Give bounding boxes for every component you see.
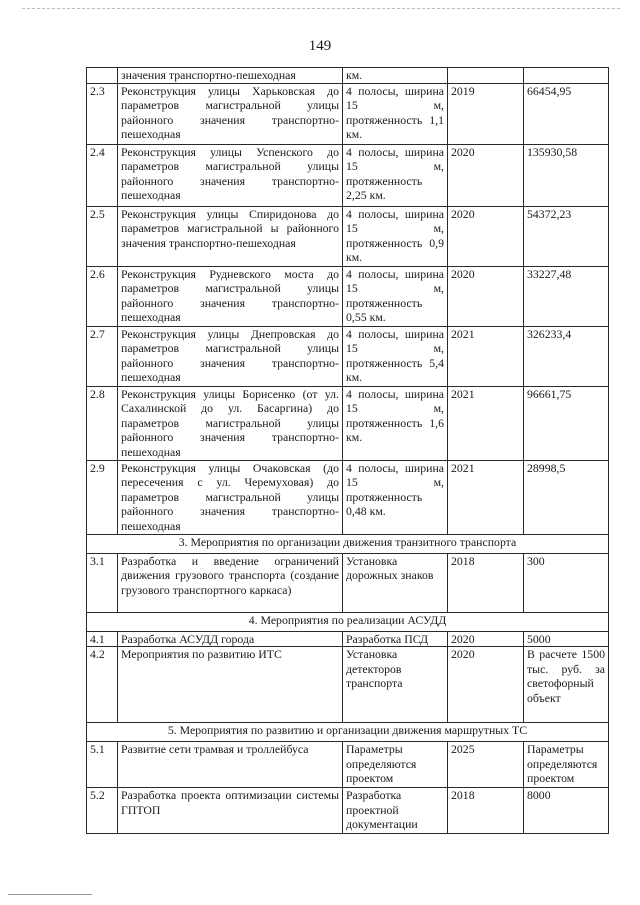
table-row <box>87 788 609 834</box>
measure-name-cell: Реконструкция улицы Успенского до параметров магистральной улицы районного значения транспортно-пешеходная <box>118 144 343 206</box>
measure-name-cell: Разработка АСУДД города <box>118 631 343 647</box>
row-number-cell <box>87 68 118 84</box>
cost-cell: В расчете 1500 тыс. руб. за светофорный объект <box>524 647 609 723</box>
measure-name-cell: Реконструкция улицы Спиридонова до параметров магистральной ы районного значения транспортно-пешеходная <box>118 206 343 266</box>
measure-name-cell: Реконструкция улицы Харьковская до параметров магистральной улицы районного значения транспортно-пешеходная <box>118 83 343 144</box>
year-cell: 2020 <box>448 631 524 647</box>
cost-cell: 33227,48 <box>524 266 609 326</box>
table-row <box>87 83 609 144</box>
section-header-row <box>87 534 609 553</box>
row-number-cell: 4.2 <box>87 647 118 723</box>
table-row <box>87 206 609 266</box>
cost-cell: 28998,5 <box>524 460 609 534</box>
year-cell: 2020 <box>448 647 524 723</box>
parameters-cell: Установка дорожных знаков <box>343 553 448 612</box>
parameters-cell: км. <box>343 68 448 84</box>
cost-cell: 8000 <box>524 788 609 834</box>
year-cell: 2018 <box>448 788 524 834</box>
row-number-cell: 2.6 <box>87 266 118 326</box>
measure-name-cell: значения транспортно-пешеходная <box>118 68 343 84</box>
measures-table <box>86 67 609 834</box>
top-scan-rule <box>22 8 620 9</box>
cost-cell: 54372,23 <box>524 206 609 266</box>
table-row <box>87 631 609 647</box>
measure-name-cell: Мероприятия по развитию ИТС <box>118 647 343 723</box>
cost-cell: 66454,95 <box>524 83 609 144</box>
parameters-cell: Разработка ПСД <box>343 631 448 647</box>
row-number-cell: 2.7 <box>87 326 118 386</box>
row-number-cell: 2.4 <box>87 144 118 206</box>
section-header-row <box>87 612 609 631</box>
measure-name-cell: Развитие сети трамвая и троллейбуса <box>118 742 343 788</box>
parameters-cell: Разработка проектной документации <box>343 788 448 834</box>
page-number: 149 <box>308 38 332 54</box>
row-number-cell: 2.3 <box>87 83 118 144</box>
row-number-cell: 5.2 <box>87 788 118 834</box>
measure-name-cell: Реконструкция улицы Очаковская (до пересечения с ул. Черемуховая) до параметров магистральной улицы районного значения транспортно-пешеходная <box>118 460 343 534</box>
year-cell: 2018 <box>448 553 524 612</box>
table-row <box>87 742 609 788</box>
parameters-cell: Установка детекторов транспорта <box>343 647 448 723</box>
parameters-cell: 4 полосы, ширина 15 м, протяженность 0,48 км. <box>343 460 448 534</box>
table-row <box>87 553 609 612</box>
table-row <box>87 68 609 84</box>
table-row <box>87 647 609 723</box>
table-row <box>87 266 609 326</box>
section-5-title: 5. Мероприятия по развитию и организации движения маршрутных ТС <box>87 723 609 742</box>
year-cell: 2020 <box>448 206 524 266</box>
parameters-cell: 4 полосы, ширина 15 м, протяженность 5,4 км. <box>343 326 448 386</box>
bottom-rule <box>8 894 92 895</box>
year-cell: 2020 <box>448 266 524 326</box>
year-cell: 2025 <box>448 742 524 788</box>
measure-name-cell: Разработка проекта оптимизации системы ГПТОП <box>118 788 343 834</box>
year-cell <box>448 68 524 84</box>
parameters-cell: 4 полосы, ширина 15 м, протяженность 1,6 км. <box>343 386 448 460</box>
year-cell: 2021 <box>448 460 524 534</box>
section-4-title: 4. Мероприятия по реализации АСУДД <box>87 612 609 631</box>
row-number-cell: 3.1 <box>87 553 118 612</box>
row-number-cell: 2.8 <box>87 386 118 460</box>
table-row <box>87 144 609 206</box>
parameters-cell: 4 полосы, ширина 15 м, протяженность 0,9 км. <box>343 206 448 266</box>
cost-cell <box>524 68 609 84</box>
parameters-cell: Параметры определяются проектом <box>343 742 448 788</box>
row-number-cell: 2.9 <box>87 460 118 534</box>
row-number-cell: 2.5 <box>87 206 118 266</box>
section-3-title: 3. Мероприятия по организации движения транзитного транспорта <box>87 534 609 553</box>
table-row <box>87 326 609 386</box>
parameters-cell: 4 полосы, ширина 15 м, протяженность 2,25 км. <box>343 144 448 206</box>
parameters-cell: 4 полосы, ширина 15 м, протяженность 1,1 км. <box>343 83 448 144</box>
measure-name-cell: Реконструкция Рудневского моста до параметров магистральной улицы районного значения транспортно-пешеходная <box>118 266 343 326</box>
measure-name-cell: Разработка и введение ограничений движения грузового транспорта (создание грузового транспортного каркаса) <box>118 553 343 612</box>
year-cell: 2020 <box>448 144 524 206</box>
cost-cell: 96661,75 <box>524 386 609 460</box>
year-cell: 2021 <box>448 386 524 460</box>
measure-name-cell: Реконструкция улицы Днепровская до параметров магистральной улицы районного значения транспортно-пешеходная <box>118 326 343 386</box>
row-number-cell: 5.1 <box>87 742 118 788</box>
cost-cell: 5000 <box>524 631 609 647</box>
year-cell: 2019 <box>448 83 524 144</box>
row-number-cell: 4.1 <box>87 631 118 647</box>
cost-cell: 326233,4 <box>524 326 609 386</box>
table-row <box>87 460 609 534</box>
cost-cell: 135930,58 <box>524 144 609 206</box>
table-row <box>87 386 609 460</box>
year-cell: 2021 <box>448 326 524 386</box>
measure-name-cell: Реконструкция улицы Борисенко (от ул. Сахалинской до ул. Басаргина) до параметров магистральной улицы районного значения транспортно-пешеходная <box>118 386 343 460</box>
cost-cell: Параметры определяются проектом <box>524 742 609 788</box>
cost-cell: 300 <box>524 553 609 612</box>
parameters-cell: 4 полосы, ширина 15 м, протяженность 0,55 км. <box>343 266 448 326</box>
section-header-row <box>87 723 609 742</box>
